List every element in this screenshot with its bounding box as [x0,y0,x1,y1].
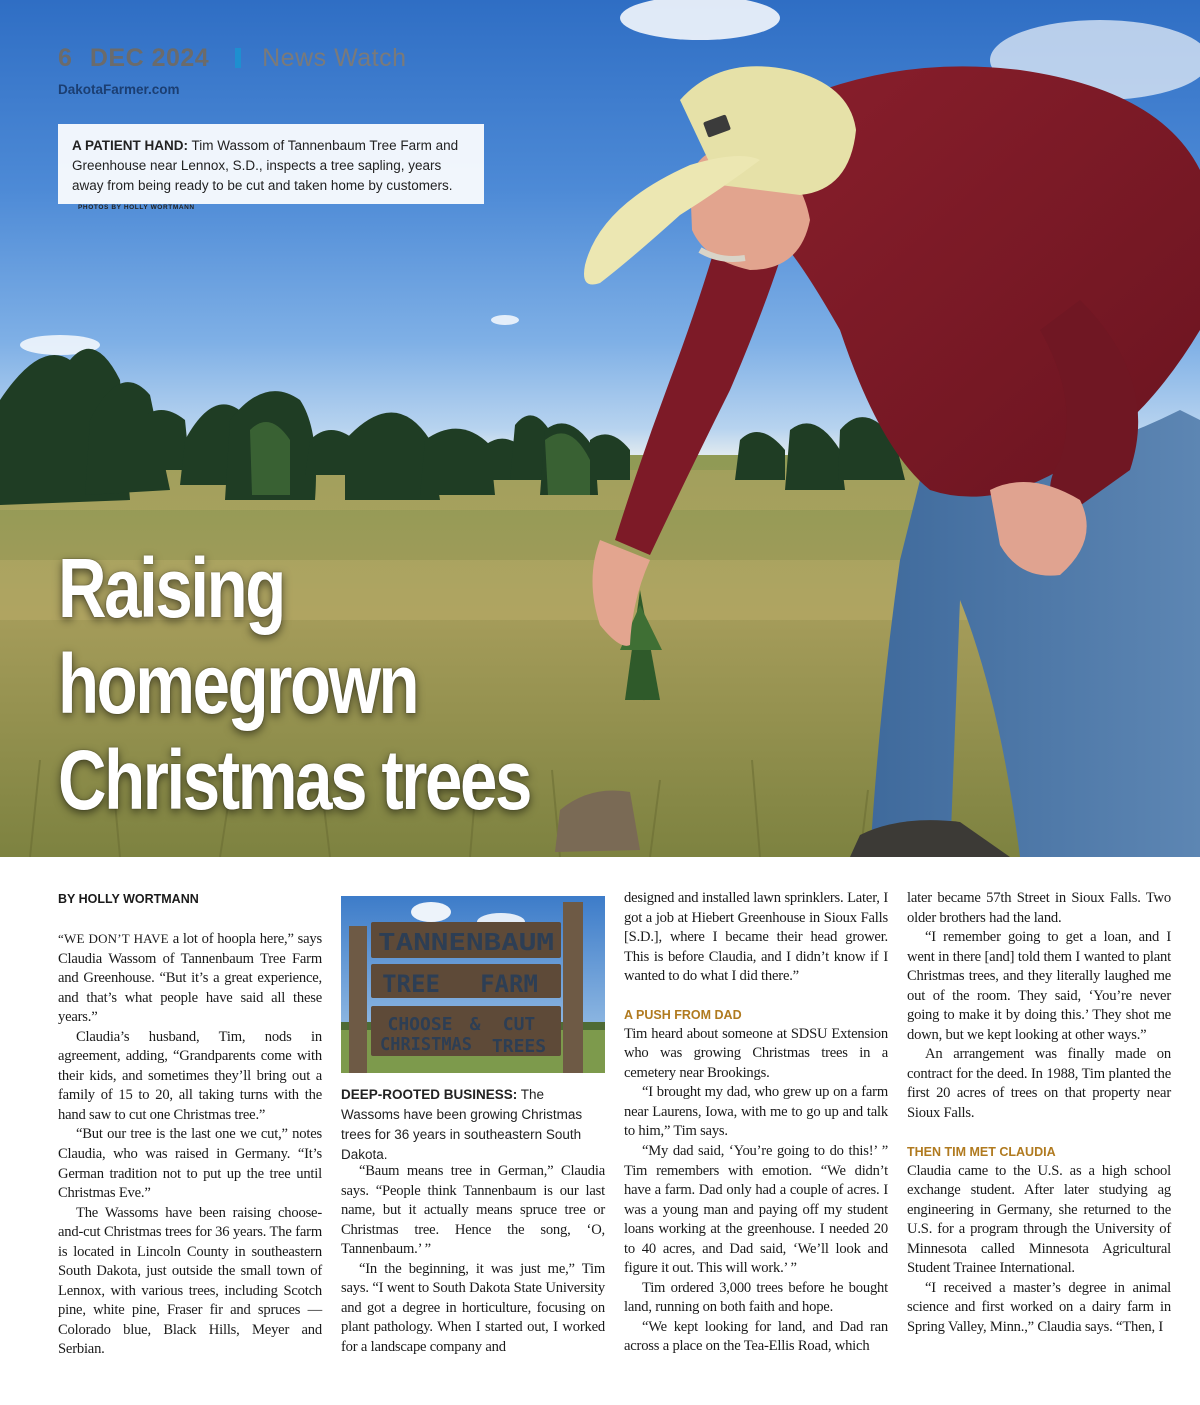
paragraph-text: a lot of hoopla here,” says Claudia Wassom of Tannenbaum Tree Farm and Greenhouse. “But it’s a great experience, and that’s what people have said all these years.” [58,931,322,1026]
byline: BY HOLLY WORTMANN [58,892,199,906]
issue-date: DEC 2024 [89,44,210,72]
headline-line-1: Raising [58,541,284,635]
lead-in: “WE DON’T HAVE [58,931,169,946]
column-4 [907,889,1171,1337]
page-number: 6 [58,44,73,72]
cloud [491,315,519,325]
headline-line-2: homegrown [58,637,418,731]
sign-caption-text: The Wassoms have been growing Christmas trees for 36 years in southeastern South Dakota. [341,1087,583,1162]
paragraph: later became 57th Street in Sioux Falls. Two older brothers had the land. [907,890,1171,926]
sign-text-cut: CUT [502,1014,536,1035]
sign-text-trees: TREES [491,1036,547,1057]
paragraph: “In the beginning, it was just me,” Tim says. “I went to South Dakota State University and got a degree in horticulture, focusing on plant pathology. When I started out, I worked for a landscape company and [341,1260,605,1355]
photo-credit: PHOTOS BY HOLLY WORTMANN [78,204,195,211]
folio-divider [235,48,241,68]
subhead-push-from-dad: A PUSH FROM DAD [624,1007,742,1022]
sign-text-line-1: TANNENBAUM [378,930,554,956]
column-1 [58,889,322,1360]
sign-photo-caption [341,1085,605,1165]
subhead-then-tim-met-claudia: THEN TIM MET CLAUDIA [907,1144,1056,1159]
column-2 [341,1162,605,1357]
sign-text-tree: TREE [382,970,440,998]
paragraph: Tim heard about someone at SDSU Extension who was growing Christmas trees in a cemetery near Brookings. [624,1025,888,1081]
sign-photo [341,896,605,1073]
folio [58,44,407,73]
sign-text-choose: CHOOSE [387,1014,453,1035]
headline [58,540,530,828]
hero-caption [58,124,484,211]
sign-caption-lead: DEEP-ROOTED BUSINESS: [341,1087,518,1102]
cloud [620,0,780,40]
paragraph: “We kept looking for land, and Dad ran across a place on the Tea-Ellis Road, which [624,1318,888,1355]
cloud [411,902,451,922]
paragraph: designed and installed lawn sprinklers. Later, I got a job at Hiebert Greenhouse in Sioux Falls [S.D.], where I became their head grower. This is before Claudia, and I didn’t know if I wanted to do what I did there.” [624,890,888,985]
paragraph: “Baum means tree in German,” Claudia says. “People think Tannenbaum is our last name, but it actually means spruce tree or Christmas tree. Hence the song, ‘O, Tannenbaum.’ ” [341,1163,605,1258]
sign-text-farm: FARM [480,970,538,998]
website-url[interactable]: DakotaFarmer.com [58,82,180,97]
paragraph: Tim ordered 3,000 trees before he bought land, running on both faith and hope. [624,1279,888,1316]
paragraph: Claudia’s husband, Tim, nods in agreement, adding, “Grandparents come with their kids, and sometimes they’ll bring out a family of 15 to 20, all taking turns with the hand saw to cut one Christmas tree.” [58,1028,322,1123]
section-name: News Watch [262,44,407,72]
paragraph: “But our tree is the last one we cut,” notes Claudia, who was raised in Germany. “It’s German tradition not to put up the tree until Christmas Eve.” [58,1126,322,1202]
column-3 [624,889,888,1357]
paragraph: “My dad said, ‘You’re going to do this!’ ” Tim remembers with emotion. “We didn’t have a farm. Dad only had a couple of acres. I was a young man and paying off my student loans working at the greenhouse. I needed 20 to 40 acres, and Dad said, ‘We’ll look and figure it out. This will work.’ ” [624,1143,888,1277]
paragraph: An arrangement was finally made on contract for the deed. In 1988, Tim planted the first 20 acres of trees on that property near Sioux Falls. [907,1046,1171,1122]
hero-caption-text: Tim Wassom of Tannenbaum Tree Farm and Greenhouse near Lennox, S.D., inspects a tree sapling, years away from being ready to be cut and taken home by customers. [72,138,459,193]
paragraph [58,929,322,1028]
sign-post-left [349,926,367,1073]
paragraph: “I received a master’s degree in animal science and first worked on a dairy farm in Spring Valley, Minn.,” Claudia says. “Then, I [907,1279,1171,1335]
sign-photo-illustration [341,896,605,1073]
hero-caption-lead: A PATIENT HAND: [72,138,188,153]
paragraph: “I remember going to get a loan, and I went in there [and] told them I wanted to plant Christmas trees, and they literally laughed me out of the room. They said, ‘You’re never going to make it by doing this.’ They shot me down, but we kept looking at other ways.” [907,929,1171,1043]
paragraph: The Wassoms have been raising choose-and-cut Christmas trees for 36 years. The farm is located in Lincoln County in southeastern South Dakota, just outside the small town of Lennox, with various trees, including Scotch pine, white pine, Fraser fir and spruces — Colorado blue, Black Hills, Meyer and Serbian. [58,1204,322,1358]
headline-line-3: Christmas trees [58,733,530,827]
sign-text-amp: & [469,1014,481,1035]
sign-text-christmas: CHRISTMAS [380,1034,472,1055]
paragraph: Claudia came to the U.S. as a high school exchange student. After later studying ag engineering in Germany, she returned to the U.S. for a program through the University of Minnesota called Minnesota Agricultural Student Trainee International. [907,1162,1171,1277]
paragraph: “I brought my dad, who grew up on a farm near Laurens, Iowa, with me to go up and talk to him,” Tim says. [624,1084,888,1140]
sign-post-right [563,902,583,1073]
